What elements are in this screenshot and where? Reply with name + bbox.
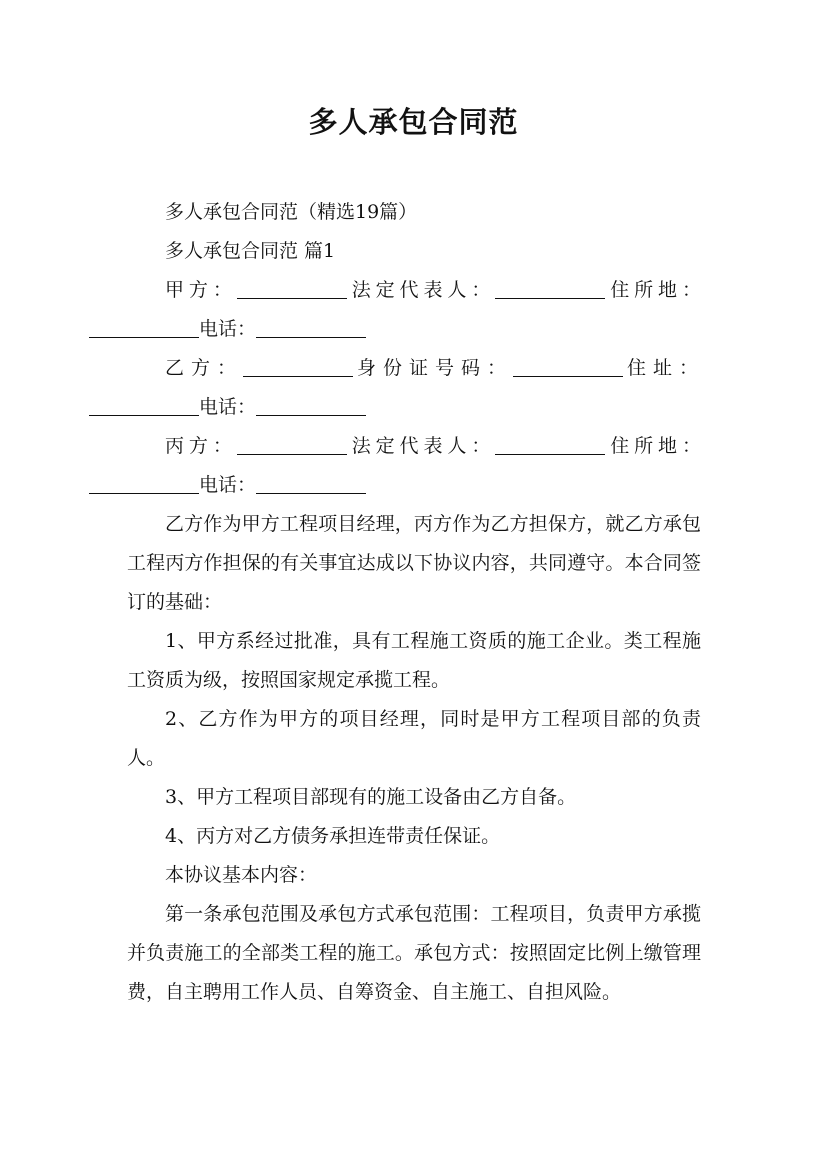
paragraph-item-3: 3、甲方工程项目部现有的施工设备由乙方自备。: [165, 786, 577, 808]
party-c-phone-label: 电话：: [199, 474, 257, 496]
party-b-name-blank: [243, 356, 353, 377]
party-b-phone-blank: [256, 395, 366, 416]
party-a-rep-blank: [495, 278, 605, 299]
party-b-id-label: 身份证号码：: [353, 357, 513, 379]
section-heading: 多人承包合同范 篇1: [165, 240, 336, 262]
party-a-phone-blank: [256, 317, 366, 338]
party-b-address-blank: [89, 395, 199, 416]
party-a-label: 甲方：: [165, 279, 237, 301]
party-c-name-blank: [237, 434, 347, 455]
party-a-address-label: 住所地：: [605, 279, 701, 301]
party-a-line: [127, 271, 701, 349]
party-b-label: 乙方：: [165, 357, 243, 379]
party-b-id-blank: [513, 356, 623, 377]
party-b-line: [127, 349, 701, 427]
party-a-name-blank: [237, 278, 347, 299]
paragraph-item-2: 2、乙方作为甲方的项目经理，同时是甲方工程项目部的负责人。: [127, 708, 701, 769]
document-title: 多人承包合同范: [308, 105, 519, 139]
party-c-phone-blank: [256, 473, 366, 494]
paragraph-item-1: 1、甲方系经过批准，具有工程施工资质的施工企业。类工程施工资质为级，按照国家规定承揽工程。: [127, 630, 701, 691]
party-c-address-blank: [89, 473, 199, 494]
party-c-line: [127, 427, 701, 505]
party-a-phone-label: 电话：: [199, 318, 257, 340]
party-c-address-label: 住所地：: [605, 435, 701, 457]
paragraph-basic-content: 本协议基本内容：: [165, 864, 318, 886]
party-c-rep-label: 法定代表人：: [346, 435, 496, 457]
party-a-rep-label: 法定代表人：: [346, 279, 496, 301]
party-a-address-blank: [89, 317, 199, 338]
party-b-phone-label: 电话：: [199, 396, 257, 418]
party-c-label: 丙方：: [165, 435, 237, 457]
paragraph-item-4: 4、丙方对乙方债务承担连带责任保证。: [165, 825, 501, 847]
paragraph-article-1: 第一条承包范围及承包方式承包范围：工程项目，负责甲方承揽并负责施工的全部类工程的施工。承包方式：按照固定比例上缴管理费，自主聘用工作人员、自筹资金、自主施工、自担风险。: [127, 903, 701, 1003]
intro-line: 多人承包合同范（精选19篇）: [165, 201, 418, 223]
document-body: [127, 193, 701, 1012]
paragraph-purpose: 乙方作为甲方工程项目经理，丙方作为乙方担保方，就乙方承包工程丙方作担保的有关事宜达成以下协议内容，共同遵守。本合同签订的基础：: [127, 513, 701, 613]
party-b-address-label: 住址：: [622, 357, 701, 379]
party-c-rep-blank: [495, 434, 605, 455]
